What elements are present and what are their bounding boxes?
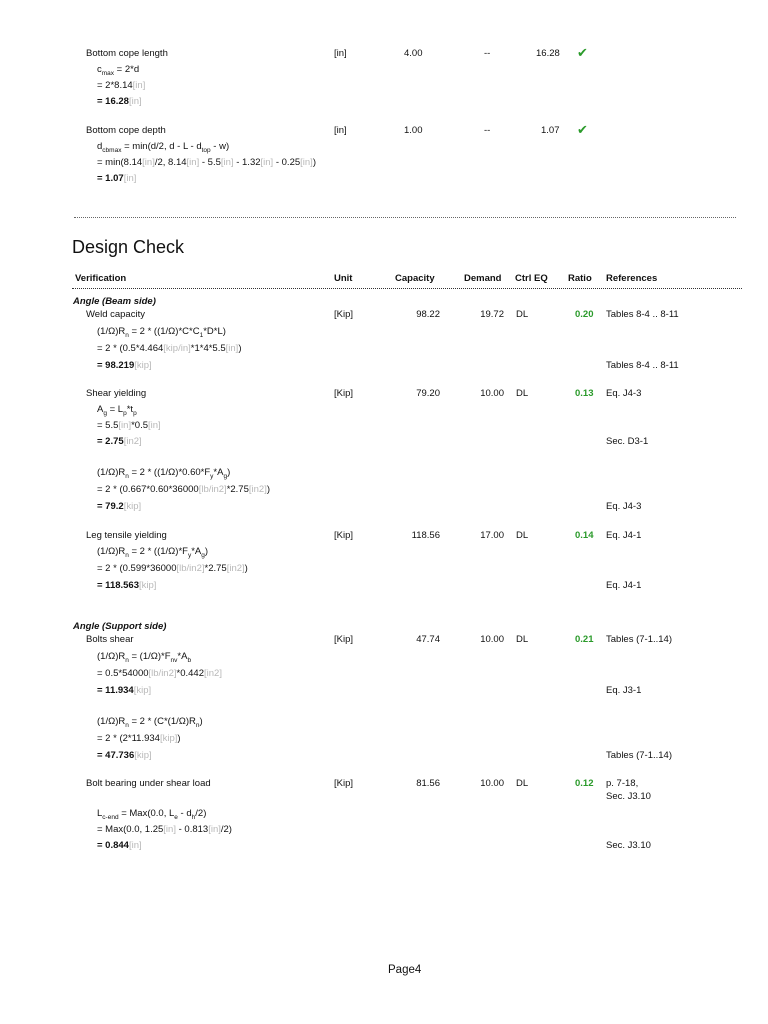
leg-result: = 118.563[kip] — [97, 580, 157, 591]
cope-length-formula: $c_{max} = 2*d$ — [97, 64, 140, 77]
bolts-result-single-ref: Eq. J3-1 — [606, 685, 642, 696]
cope-length-value: 16.28 — [536, 48, 560, 59]
section-divider — [74, 217, 736, 218]
header-rule — [72, 288, 742, 289]
bolts-result-single: = 11.934[kip] — [97, 685, 152, 696]
cope-length-result: = 16.28[in] — [97, 96, 142, 107]
leg-calc: = 2 * (0.599*36000[lb/in2]*2.75[in2]) — [97, 563, 248, 574]
shear-formula: $A_g = L_p*t_p$ — [97, 404, 137, 417]
weld-ratio: 0.20 — [575, 309, 594, 320]
leg-ratio: 0.14 — [575, 530, 594, 541]
shear-demand: 10.00 — [480, 388, 504, 399]
cope-depth-label: Bottom cope depth — [86, 125, 166, 136]
shear-calc-2: = 2 * (0.667*0.60*36000[lb/in2]*2.75[in2]) — [97, 484, 271, 495]
bolts-formula: $(1/\Omega)R_n = (1/\Omega)*F_{nv}*A_b$ — [97, 651, 192, 664]
shear-calc: = 5.5[in]*0.5[in] — [97, 420, 161, 431]
weld-result-ref: Tables 8-4 .. 8-11 — [606, 360, 679, 371]
bearing-ref-1: p. 7-18, — [606, 778, 639, 789]
shear-formula-2: $(1/\Omega)R_n = 2 * ((1/\Omega)*0.60*F_y*A_g)$ — [97, 467, 231, 480]
page-number: Page4 — [388, 964, 422, 976]
bolts-calc-2: = 2 * (2*11.934[kip]) — [97, 733, 181, 744]
cope-depth-calc: = min(8.14[in]/2, 8.14[in] - 5.5[in] - 1.32[in] - 0.25[in]) — [97, 157, 316, 168]
shear-result-ref: Eq. J4-3 — [606, 501, 642, 512]
bearing-result: = 0.844[in] — [97, 840, 142, 851]
shear-label: Shear yielding — [86, 388, 147, 399]
bearing-label: Bolt bearing under shear load — [86, 778, 211, 789]
bearing-ctrl: DL — [516, 778, 529, 789]
header-references: References — [606, 273, 658, 284]
cope-depth-result: = 1.07[in] — [97, 173, 137, 184]
cope-length-capacity: 4.00 — [404, 48, 423, 59]
weld-demand: 19.72 — [480, 309, 504, 320]
weld-ref: Tables 8-4 .. 8-11 — [606, 309, 679, 320]
bolts-ctrl: DL — [516, 634, 529, 645]
group-support-side: Angle (Support side) — [73, 621, 167, 632]
bolts-calc: = 0.5*54000[lb/in2]*0.442[in2] — [97, 668, 222, 679]
cope-length-demand: -- — [484, 48, 491, 59]
bolts-result-ref: Tables (7-1..14) — [606, 750, 673, 761]
cope-depth-value: 1.07 — [541, 125, 560, 136]
weld-label: Weld capacity — [86, 309, 145, 320]
leg-unit: [Kip] — [334, 530, 354, 541]
weld-calc: = 2 * (0.5*4.464[kip/in]*1*4*5.5[in]) — [97, 343, 242, 354]
shear-capacity: 79.20 — [416, 388, 440, 399]
check-icon: ✔ — [577, 45, 588, 60]
shear-result: = 79.2[kip] — [97, 501, 142, 512]
bolts-result: = 47.736[kip] — [97, 750, 152, 761]
bolts-capacity: 47.74 — [416, 634, 440, 645]
bearing-calc: = Max(0.0, 1.25[in] - 0.813[in]/2) — [97, 824, 232, 835]
leg-demand: 17.00 — [480, 530, 504, 541]
leg-ctrl: DL — [516, 530, 529, 541]
weld-formula: $(1/\Omega)R_n = 2 * ((1/\Omega)*C*C_1*D*L)$ — [97, 326, 226, 339]
cope-length-unit: [in] — [334, 48, 347, 59]
bolts-unit: [Kip] — [334, 634, 354, 645]
bearing-ratio: 0.12 — [575, 778, 594, 789]
weld-ctrl: DL — [516, 309, 529, 320]
bolts-ref: Tables (7-1..14) — [606, 634, 673, 645]
cope-length-calc: = 2*8.14[in] — [97, 80, 146, 91]
shear-unit: [Kip] — [334, 388, 354, 399]
weld-capacity: 98.22 — [416, 309, 440, 320]
leg-label: Leg tensile yielding — [86, 530, 167, 541]
weld-result: = 98.219[kip] — [97, 360, 152, 371]
cope-depth-formula: $d_{cbmax} = \min(d/2$, d - L - $d_{top} - w$) — [97, 141, 230, 154]
bearing-demand: 10.00 — [480, 778, 504, 789]
cope-depth-unit: [in] — [334, 125, 347, 136]
check-icon: ✔ — [577, 122, 588, 137]
header-capacity: Capacity — [395, 273, 435, 284]
leg-ref: Eq. J4-1 — [606, 530, 642, 541]
header-ratio: Ratio — [568, 273, 592, 284]
bearing-capacity: 81.56 — [416, 778, 440, 789]
bolts-formula-2: $(1/\Omega)R_n = 2 * (C*(1/\Omega)R_n)$ — [97, 716, 203, 729]
header-unit: Unit — [334, 273, 353, 284]
leg-capacity: 118.56 — [411, 530, 440, 541]
leg-result-ref: Eq. J4-1 — [606, 580, 642, 591]
bearing-formula: $L_{c-end} = Max(0.0$, $L_e - d_h/2$) — [97, 808, 207, 821]
cope-length-label: Bottom cope length — [86, 48, 168, 59]
shear-ratio: 0.13 — [575, 388, 594, 399]
section-title: Design Check — [72, 237, 185, 257]
bolts-label: Bolts shear — [86, 634, 134, 645]
leg-formula: $(1/\Omega)R_n = 2 * ((1/\Omega)*F_y*A_g)$ — [97, 546, 209, 559]
bearing-unit: [Kip] — [334, 778, 354, 789]
header-verification: Verification — [75, 273, 127, 284]
weld-unit: [Kip] — [334, 309, 354, 320]
group-beam-side: Angle (Beam side) — [73, 296, 156, 307]
shear-ref: Eq. J4-3 — [606, 388, 642, 399]
cope-depth-demand: -- — [484, 125, 491, 136]
header-demand: Demand — [464, 273, 502, 284]
bearing-ref-2: Sec. J3.10 — [606, 791, 651, 802]
shear-result-area: = 2.75[in2] — [97, 436, 142, 447]
bolts-demand: 10.00 — [480, 634, 504, 645]
header-ctrl-eq: Ctrl EQ — [515, 273, 548, 284]
bolts-ratio: 0.21 — [575, 634, 594, 645]
cope-depth-capacity: 1.00 — [404, 125, 423, 136]
bearing-result-ref: Sec. J3.10 — [606, 840, 651, 851]
shear-result-area-ref: Sec. D3-1 — [606, 436, 649, 447]
shear-ctrl: DL — [516, 388, 529, 399]
